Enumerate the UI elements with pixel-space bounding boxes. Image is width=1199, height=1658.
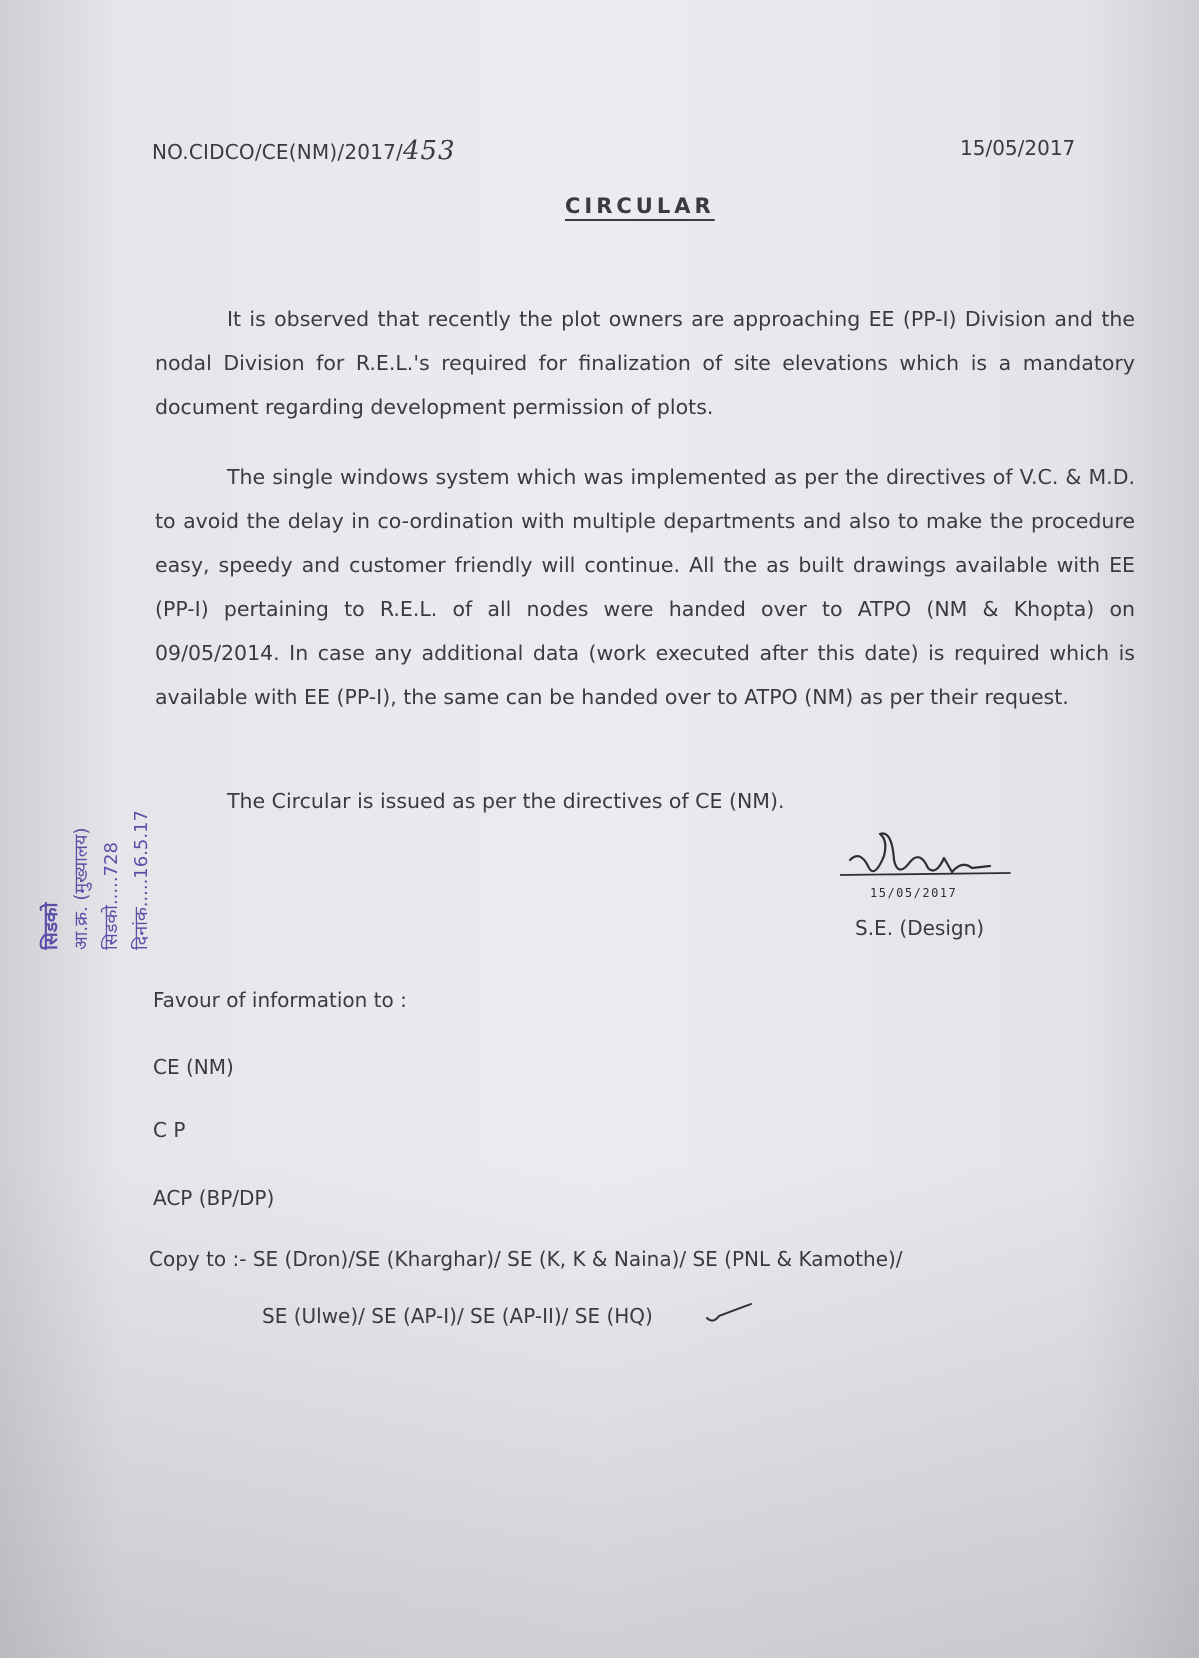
stamp-line-3: सिडको.....728 [101, 842, 122, 950]
recipient-item: ACP (BP/DP) [153, 1186, 275, 1210]
stamp-line-2: आ.क्र. (मुख्यालय) [71, 827, 92, 950]
stamp-line-4: दिनांक.....16.5.17 [131, 809, 152, 950]
recipient-item: C P [153, 1118, 186, 1142]
copy-to-line-2: SE (Ulwe)/ SE (AP-I)/ SE (AP-II)/ SE (HQ) [262, 1304, 653, 1328]
reference-number [152, 136, 456, 166]
document-date: 15/05/2017 [960, 136, 1076, 160]
stamp-line-1: सिडको [40, 902, 62, 950]
distribution-title: Favour of information to : [153, 988, 407, 1012]
signature-date: 15/05/2017 [870, 886, 958, 900]
signatory-designation: S.E. (Design) [855, 916, 985, 940]
reference-handwritten-number: 453 [402, 136, 456, 166]
reference-prefix: NO.CIDCO/CE(NM)/2017/ [152, 140, 403, 164]
inward-stamp [12, 760, 192, 950]
copy-to-line-1: Copy to :- SE (Dron)/SE (Kharghar)/ SE (K, K & Naina)/ SE (PNL & Kamothe)/ [149, 1247, 903, 1271]
recipient-item: CE (NM) [153, 1055, 234, 1079]
paragraph-1: It is observed that recently the plot owners are approaching EE (PP-I) Division and the nodal Division for R.E.L.'s required for finalization of site elevations which is a mandatory document regarding development permission of plots. [155, 307, 1135, 419]
document-title: CIRCULAR [565, 194, 715, 218]
paragraph-3: The Circular is issued as per the directives of CE (NM). [227, 789, 785, 813]
paragraph-2: The single windows system which was implemented as per the directives of V.C. & M.D. to avoid the delay in co-ordination with multiple departments and also to make the procedure easy, speedy and customer friendly will continue. All the as built drawings available with EE (PP-I) pertaining to R.E.L. of all nodes were handed over to ATPO (NM & Khopta) on 09/05/2014. In case any additional data (work executed after this date) is required which is available with EE (PP-I), the same can be handed over to ATPO (NM) as per their request. [155, 465, 1135, 709]
signature [840, 820, 1020, 930]
tick-mark [705, 1296, 755, 1326]
